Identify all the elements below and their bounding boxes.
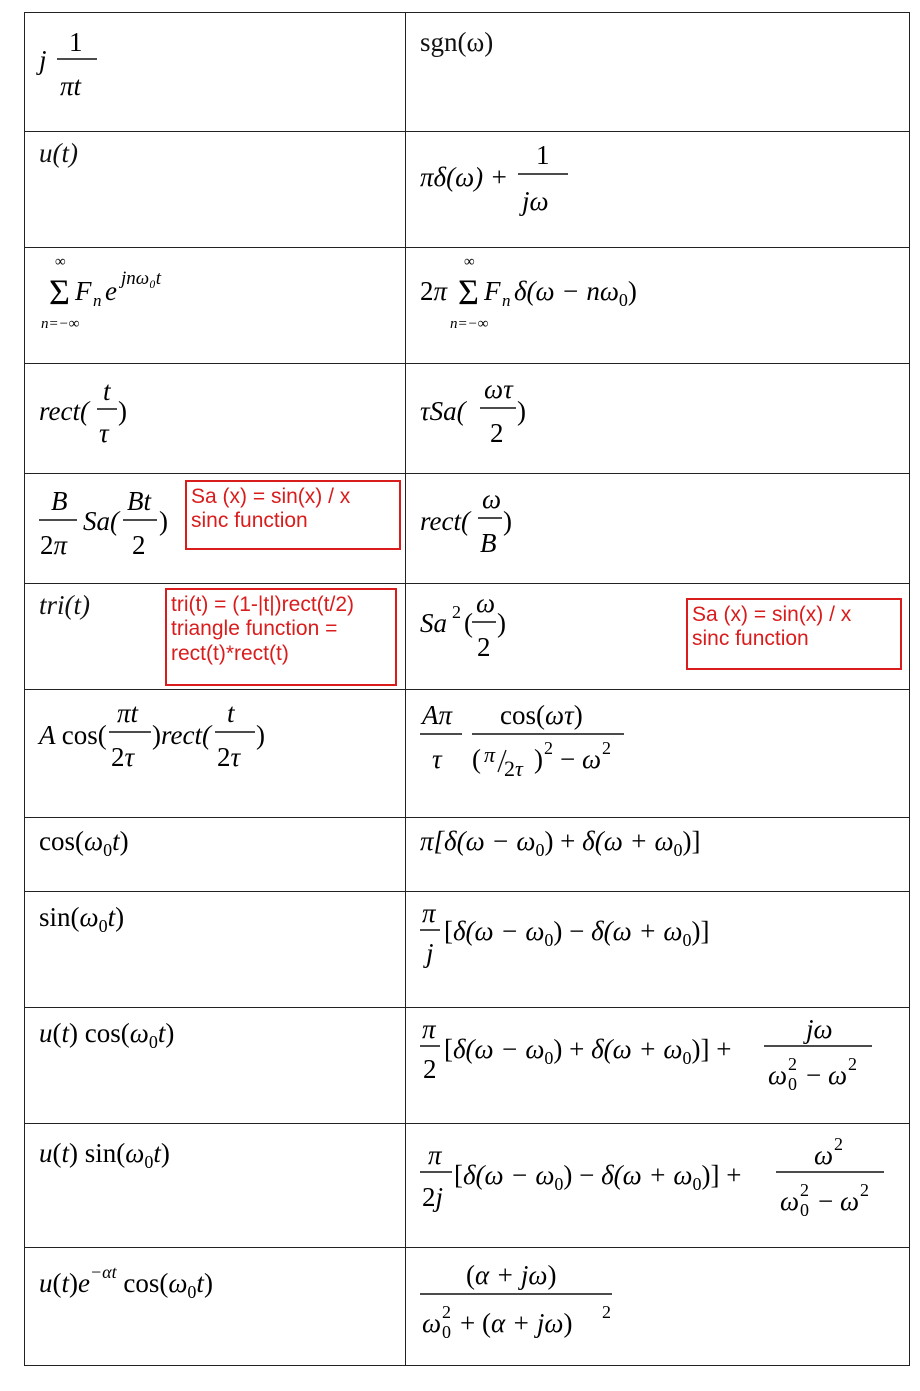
svg-text:Bt: Bt — [127, 486, 151, 516]
svg-text:[δ(ω − ω0) − δ(ω + ω0)]: $[\delta(\omega - \omega_0) - \delta(\omega + \omega_0)]$ — [444, 916, 710, 950]
svg-text:ω: ω — [840, 1186, 860, 1216]
formula-signal — [25, 892, 405, 1008]
svg-text:2τ: 2τ — [504, 756, 523, 781]
svg-text:(α + jω): (α + jω) — [466, 1260, 557, 1290]
signal-cell — [25, 474, 405, 583]
formula-transform — [406, 690, 910, 818]
svg-text:2τ: 2τ — [111, 742, 135, 772]
svg-text:ω: ω — [582, 744, 602, 774]
svg-text:n: n — [502, 291, 511, 310]
svg-text:ωτ: ωτ — [484, 374, 513, 404]
svg-text:F: F — [75, 276, 92, 306]
svg-text:πt: πt — [117, 698, 139, 728]
fourier-transform-table — [24, 12, 910, 1366]
signal-cell — [25, 1008, 405, 1123]
annotation-sinc-note — [686, 598, 902, 670]
svg-text:1: 1 — [536, 140, 550, 170]
transform-cell — [406, 364, 909, 473]
svg-text:u(t) cos(ω0t): u(t) $\cos(\omega_0t)$ — [39, 1018, 175, 1052]
transform-cell — [406, 1008, 909, 1123]
svg-text:): ) — [534, 744, 543, 774]
svg-text:π: π — [428, 1140, 442, 1170]
svg-text:ω: ω — [814, 1140, 834, 1170]
signal-cell — [25, 248, 405, 363]
svg-text:): ) — [517, 396, 526, 426]
annotation-sinc-note — [185, 480, 401, 550]
annotation-line: rect(t)*rect(t) — [171, 641, 289, 665]
svg-text:n: n — [93, 291, 102, 310]
formula-signal: tri(t) — [39, 590, 90, 620]
signal-cell — [25, 892, 405, 1007]
transform-cell — [406, 892, 909, 1007]
svg-text:jω: jω — [806, 1014, 833, 1044]
formula-signal — [25, 1248, 405, 1366]
svg-text:): ) — [497, 608, 506, 638]
svg-text:2: 2 — [800, 1180, 809, 1200]
transform-cell — [406, 1248, 909, 1365]
formula-signal — [25, 364, 405, 474]
svg-text:+ (α + jω): + (α + jω) — [460, 1308, 573, 1338]
table-row — [25, 891, 909, 1007]
formula-transform — [406, 584, 666, 690]
svg-text:2π: 2π — [40, 530, 68, 560]
svg-text:j: j — [39, 45, 47, 75]
svg-text:): ) — [159, 506, 168, 536]
svg-text:0: 0 — [788, 1074, 797, 1094]
svg-text:δ(ω − nω0): $\delta(\omega - n\omega_0)$ — [514, 276, 637, 310]
svg-text:ω: ω — [828, 1060, 848, 1090]
annotation-line: triangle function = — [171, 617, 338, 641]
svg-text:Sa(: Sa( — [83, 506, 119, 536]
svg-text:Sa: Sa — [420, 608, 447, 638]
svg-text:): ) — [256, 720, 265, 750]
svg-text:2: 2 — [860, 1180, 869, 1200]
svg-text:t: t — [227, 698, 235, 728]
annotation-line: tri(t) = (1-|t|)rect(t/2) — [171, 593, 354, 616]
annotation-line: Sa (x) = sin(x) / x — [191, 485, 351, 508]
annotation-line: sinc function — [191, 509, 308, 533]
annotation-line: Sa (x) = sin(x) / x — [692, 603, 852, 626]
svg-text:F: F — [484, 276, 501, 306]
table-row — [25, 13, 909, 131]
svg-text:τ: τ — [99, 418, 109, 448]
svg-text:π: π — [422, 898, 436, 928]
table-row — [25, 817, 909, 891]
formula-signal — [25, 13, 405, 131]
table-row — [25, 363, 909, 473]
formula-transform — [406, 364, 910, 474]
svg-text:0: 0 — [800, 1200, 809, 1220]
formula-transform — [406, 818, 910, 892]
signal-cell — [25, 364, 405, 473]
svg-text:2: 2 — [602, 1302, 611, 1322]
svg-text:2: 2 — [423, 1054, 437, 1084]
svg-text:2τ: 2τ — [217, 742, 241, 772]
svg-text:−: − — [818, 1186, 834, 1216]
svg-text:π: π — [484, 742, 496, 767]
svg-text:ω: ω — [422, 1308, 442, 1338]
svg-text:1: 1 — [69, 27, 83, 57]
svg-text:2π: 2π — [420, 276, 448, 306]
svg-text:cos(ω0t): $\cos(\omega_0t)$ — [39, 826, 129, 860]
svg-text:ω: ω — [476, 588, 496, 618]
formula-signal — [25, 1008, 405, 1124]
table-row — [25, 583, 909, 689]
transform-cell — [406, 474, 909, 583]
svg-text:Aπ: Aπ — [422, 700, 453, 730]
formula-transform — [406, 132, 910, 248]
formula-transform: sgn(ω) — [420, 27, 494, 57]
svg-text:Σ: Σ — [458, 272, 479, 312]
svg-text:A cos(: A cos( — [39, 720, 107, 750]
svg-text:ω: ω — [768, 1060, 788, 1090]
transform-cell — [406, 248, 909, 363]
svg-text:2: 2 — [442, 1302, 451, 1322]
formula-signal: u(t) — [39, 138, 78, 168]
formula-transform — [406, 1124, 910, 1248]
formula-transform — [406, 248, 910, 364]
svg-text:jω: jω — [522, 186, 549, 216]
svg-text:rect(: rect( — [39, 396, 89, 426]
svg-text:πt: πt — [60, 71, 82, 101]
signal-cell — [25, 132, 405, 247]
svg-text:πδ(ω) +: πδ(ω) + — [420, 162, 509, 192]
svg-text:π: π — [422, 1014, 436, 1044]
table-row — [25, 689, 909, 817]
table-row — [25, 473, 909, 583]
svg-text:[δ(ω − ω0) + δ(ω + ω0)] +: $[\delta(\omega - \omega_0) + \delta(\omega + \omega_0)]$ + — [444, 1034, 732, 1068]
svg-text:B: B — [51, 486, 68, 516]
transform-cell — [406, 1124, 909, 1247]
svg-text:2: 2 — [788, 1054, 797, 1074]
svg-text:∞: ∞ — [55, 254, 66, 270]
svg-text:cos(ωτ): cos(ωτ) — [500, 700, 583, 730]
table-row — [25, 1007, 909, 1123]
signal-cell — [25, 1248, 405, 1365]
signal-cell — [25, 1124, 405, 1247]
svg-text:n=−∞: n=−∞ — [450, 316, 489, 332]
table-row — [25, 1123, 909, 1247]
svg-text:j: j — [426, 938, 434, 968]
transform-cell — [406, 13, 909, 131]
transform-cell — [406, 690, 909, 817]
svg-text:u(t) sin(ω0t): u(t) $\sin(\omega_0t)$ — [39, 1138, 170, 1172]
signal-cell — [25, 690, 405, 817]
svg-text:2: 2 — [544, 738, 553, 758]
svg-text:)rect(: )rect( — [152, 720, 211, 750]
formula-transform — [406, 474, 910, 584]
svg-text:2: 2 — [132, 530, 146, 560]
svg-text:2j: 2j — [422, 1182, 444, 1212]
svg-text:jnω₀t: jnω₀t — [121, 268, 162, 289]
svg-text:2: 2 — [477, 632, 491, 662]
signal-cell — [25, 13, 405, 131]
svg-text:Σ: Σ — [49, 272, 70, 312]
formula-transform — [406, 1248, 910, 1366]
svg-text:2: 2 — [452, 602, 461, 622]
table-row — [25, 1247, 909, 1365]
transform-cell — [406, 818, 909, 891]
svg-text:ω: ω — [780, 1186, 800, 1216]
svg-text:n=−∞: n=−∞ — [41, 316, 80, 332]
svg-text:t: t — [103, 376, 111, 406]
svg-text:B: B — [480, 528, 497, 558]
annotation-triangle-note — [165, 588, 397, 686]
svg-text:2: 2 — [848, 1054, 857, 1074]
formula-transform — [406, 892, 910, 1008]
svg-text:[δ(ω − ω0) − δ(ω + ω0)] +: $[\delta(\omega - \omega_0) - \delta(\omega + \omega_0)]$ + — [454, 1160, 742, 1194]
table-row — [25, 247, 909, 363]
svg-text:rect(: rect( — [420, 506, 470, 536]
transform-cell — [406, 132, 909, 247]
svg-text:ω: ω — [482, 484, 502, 514]
svg-text:): ) — [118, 396, 127, 426]
svg-text:u(t)e−αt cos(ω0t): $u(t)e^{-\alpha t}$ $\cos(\omega_0t)$ — [39, 1262, 213, 1302]
svg-text:0: 0 — [442, 1322, 451, 1342]
svg-text:): ) — [503, 506, 512, 536]
svg-text:−: − — [560, 744, 576, 774]
svg-text:τ: τ — [432, 744, 442, 774]
formula-transform — [406, 1008, 910, 1124]
svg-text:2: 2 — [490, 418, 504, 448]
transform-cell — [406, 584, 909, 689]
svg-text:e: e — [105, 276, 117, 306]
table-row — [25, 131, 909, 247]
svg-text:(: ( — [472, 744, 481, 774]
formula-signal — [25, 818, 405, 892]
svg-text:π[δ(ω − ω0) + δ(ω + ω0)]: $\pi[\delta(\omega - \omega_0) + \delta(\omega + \omega_0)]$ — [420, 826, 701, 860]
svg-text:sin(ω0t): $\sin(\omega_0t)$ — [39, 902, 125, 936]
svg-text:2: 2 — [834, 1134, 843, 1154]
signal-cell — [25, 818, 405, 891]
svg-text:2: 2 — [602, 738, 611, 758]
svg-text:(: ( — [464, 608, 473, 638]
signal-cell — [25, 584, 405, 689]
svg-text:∞: ∞ — [464, 254, 475, 270]
annotation-line: sinc function — [692, 627, 809, 651]
svg-text:−: − — [806, 1060, 822, 1090]
formula-signal — [25, 248, 405, 364]
formula-signal — [25, 1124, 405, 1248]
formula-signal — [25, 690, 405, 818]
svg-text:τSa(: τSa( — [420, 396, 466, 426]
